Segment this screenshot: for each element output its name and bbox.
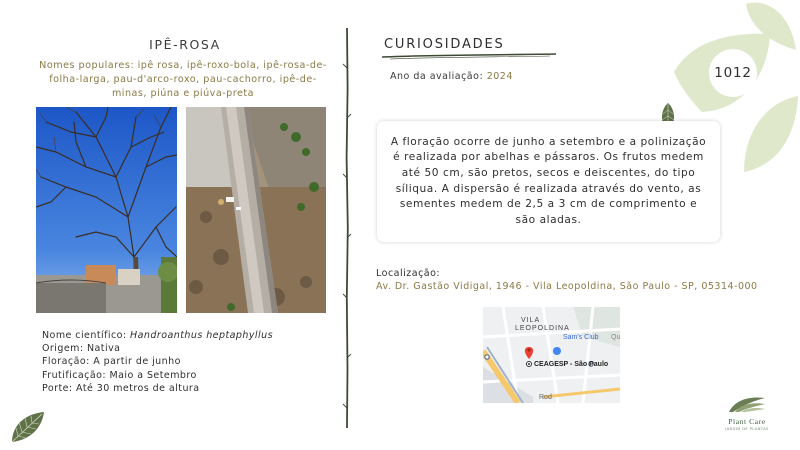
plant-details [42,329,342,395]
fruiting: Frutificação: Maio a Setembro [42,369,197,381]
scientific-name: Handroanthus heptaphyllus [130,330,273,341]
location-map[interactable] [483,307,620,403]
map-district-label: VILA [521,317,541,324]
location-address: Av. Dr. Gastão Vidigal, 1946 - Vila Leopoldina, São Paulo - SP, 05314-000 [376,281,758,292]
evaluation-year: 2024 [486,71,513,82]
map-road-label: Rod [539,394,552,401]
curiosities-text: A floração ocorre de junho a setembro e a polinização é realizada por abelhas e pássaros. Os frutos medem até 50 cm, são pretos, secos e deiscentes, do tipo síliqua. A dispersão é realizada através do vento, as sementes medem de 2,5 a 3 cm de comprimento e são aladas. [390,135,707,226]
brand-tagline: JARDIM DE PLANTAS [725,426,769,431]
tree-photo [36,107,177,313]
location-label: Localização: [376,268,441,279]
title-underline [380,50,560,62]
map-district-label: LEOPOLDINA [515,325,570,332]
column-divider [340,28,354,428]
map-poi-label: CEAGESP - São Paulo [534,361,609,368]
map-poi-label: Sam's Club [563,334,599,341]
origin: Origem: Nativa [42,343,121,355]
scientific-label: Nome científico: [42,330,127,341]
plant-care-logo-icon [727,394,767,414]
brand-name: Plant Care [728,417,766,426]
size: Porte: Até 30 metros de altura [42,382,200,394]
curiosities-title: CURIOSIDADES [384,37,505,52]
flowering: Floração: A partir de junho [42,356,181,368]
leaf-decoration-icon [8,408,48,446]
popular-names: Nomes populares: ipê rosa, ipê-roxo-bola, ipê-rosa-de-folha-larga, pau-d'arco-roxo, pau-cachorro, ipê-de-minas, piúna e piúva-preta [39,60,327,99]
evaluation-label: Ano da avaliação: [390,71,484,82]
map-edge-label: Qu [611,334,620,341]
tag-number-badge: 1012 [709,49,757,97]
trunk-photo [186,107,326,313]
evaluation-year-line [390,71,513,82]
scientific-name-line [42,329,342,342]
curiosities-card [377,121,720,242]
species-title: IPÊ-ROSA [149,37,221,52]
